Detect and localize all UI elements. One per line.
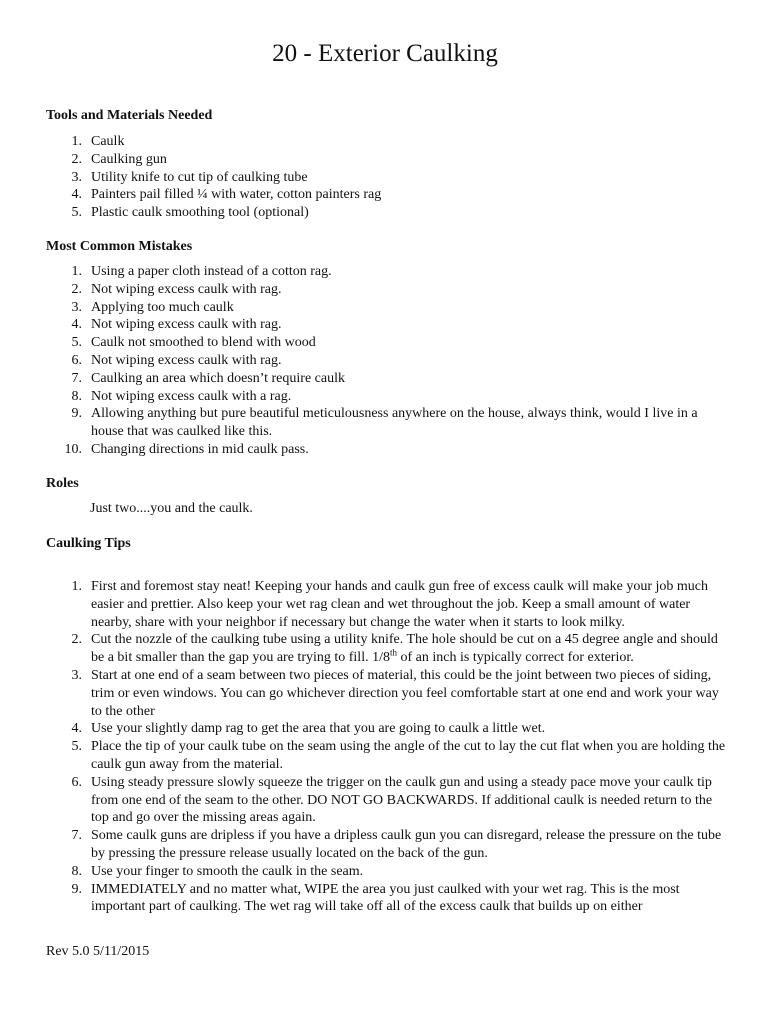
list-item: 10. Changing directions in mid caulk pass. <box>64 441 309 457</box>
list-item: 3. Applying too much caulk <box>71 299 234 315</box>
list-item: 1. First and foremost stay neat! Keeping your hands and caulk gun free of excess caulk will make your job much easier and prettier. Also keep your wet rag clean and wet throughout the job. Keep a small amount of water nearby, share with your neighbor if necessary but change the water when it starts to look milky. <box>71 579 708 630</box>
list-item: 3. Start at one end of a seam between two pieces of material, this could be the joint between two pieces of siding, trim or even windows. You can go whichever direction you feel comfortable start at one end and work your way to the other <box>71 667 719 719</box>
list-item: 2. Not wiping excess caulk with rag. <box>71 281 282 297</box>
list-item: 6. Using steady pressure slowly squeeze the trigger on the caulk gun and using a steady pace move your caulk tip from one end of the seam to the other. DO NOT GO BACKWARDS. If additional caulk is needed return to the top and go over the missing areas again. <box>71 774 713 826</box>
list-item: 6. Not wiping excess caulk with rag. <box>71 352 282 368</box>
roles-heading: Roles <box>46 476 79 491</box>
list-item: 5. Place the tip of your caulk tube on the seam using the angle of the cut to lay the cut flat when you are holding the caulk gun away from the material. <box>71 739 726 772</box>
list-item: 4. Use your slightly damp rag to get the area that you are going to caulk a little wet. <box>71 721 546 737</box>
list-item: 4. Not wiping excess caulk with rag. <box>71 317 282 333</box>
mistakes-list <box>46 263 726 459</box>
list-item: 7. Caulking an area which doesn’t require caulk <box>71 370 345 386</box>
list-item: 5. Plastic caulk smoothing tool (optional) <box>71 205 309 221</box>
list-item: 5. Caulk not smoothed to blend with wood <box>71 335 316 351</box>
list-item: 8. Not wiping excess caulk with a rag. <box>71 388 292 404</box>
list-item: 2. Cut the nozzle of the caulking tube using a utility knife. The hole should be cut on a 45 degree angle and should be a bit smaller than the gap you are trying to fill. 1/8th of an inch is typically correct for exterior. <box>71 632 718 666</box>
list-item: 3. Utility knife to cut tip of caulking tube <box>71 169 308 185</box>
mistakes-heading: Most Common Mistakes <box>46 239 193 254</box>
tools-list <box>46 133 726 222</box>
list-item: 8. Use your finger to smooth the caulk in the seam. <box>71 863 364 879</box>
tips-list <box>46 578 726 916</box>
roles-text: Just two....you and the caulk. <box>90 501 253 516</box>
tools-heading: Tools and Materials Needed <box>46 108 213 123</box>
list-item: 1. Caulk <box>71 134 125 149</box>
list-item: 1. Using a paper cloth instead of a cotton rag. <box>71 264 332 279</box>
list-item: 9. Allowing anything but pure beautiful meticulousness anywhere on the house, always think, would I live in a house that was caulked like this. <box>71 406 698 440</box>
revision-footer: Rev 5.0 5/11/2015 <box>46 944 150 959</box>
tips-heading: Caulking Tips <box>46 536 131 551</box>
list-item: 4. Painters pail filled ¼ with water, cotton painters rag <box>71 187 382 203</box>
list-item: 7. Some caulk guns are dripless if you have a dripless caulk gun you can disregard, release the pressure on the tube by pressing the pressure release usually located on the back of the gun. <box>71 828 722 861</box>
list-item: 2. Caulking gun <box>71 151 167 167</box>
list-item: 9. IMMEDIATELY and no matter what, WIPE the area you just caulked with your wet rag. This is the most important part of caulking. The wet rag will take off all of the excess caulk that builds up on either <box>71 881 680 915</box>
page-title: 20 - Exterior Caulking <box>272 40 498 67</box>
